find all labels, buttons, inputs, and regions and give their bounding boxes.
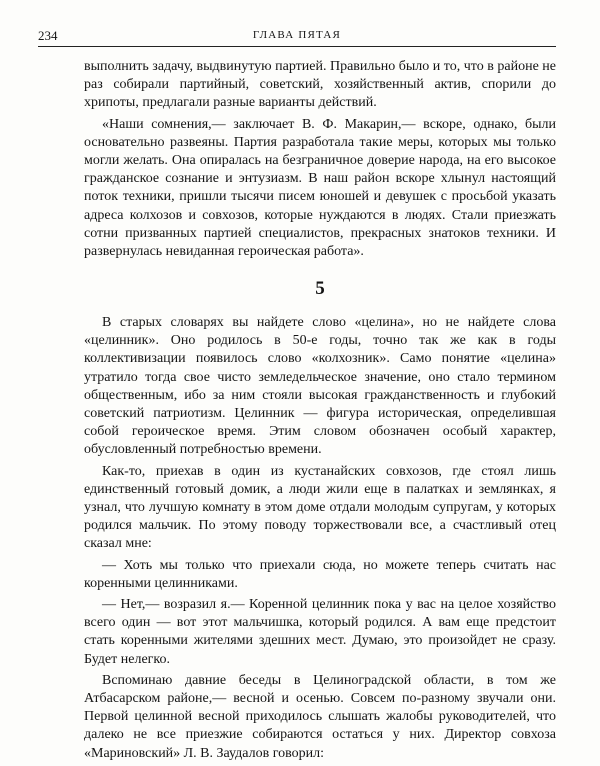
page-number: 234 [38, 28, 58, 43]
paragraph: Как-то, приехав в один из кустанайских совхозов, где стоял лишь единственный готовый домик, а люди жили еще в палатках и землянках, я узнал, что лучшую комнату в этом доме отдали молодым супругам, у которых родился мальчик. По этому поводу торжествовали все, а счастливый отец сказал мне: [84, 463, 556, 552]
chapter-title: ГЛАВА ПЯТАЯ [252, 29, 342, 41]
running-header [38, 28, 556, 47]
paragraph: выполнить задачу, выдвинутую партией. Правильно было и то, что в районе не раз собирали партийный, советский, хозяйственный актив, спорили до хрипоты, предлагали разные варианты действий. [84, 59, 556, 111]
text-block-after-section [84, 314, 556, 766]
paragraph: «Наши сомнения,— заключает В. Ф. Макарин,— вскоре, однако, были основательно развеяны. Партия разработала такие меры, которых мы только могли желать. Она опиралась на безграничное доверие народа, на его высокое гражданское сознание и энтузиазм. В наш район вскоре хлынул настоящий поток техники, пришли тысячи писем юношей и девушек с просьбой указать адреса колхозов и совхозов, которые нуждаются в людях. Стали приезжать сотни призванных партией специалистов, прекрасных знатоков техники. И развернулась невиданная героическая работа». [84, 116, 556, 260]
paragraph: — Нет,— возразил я.— Коренной целинник пока у вас на целое хозяйство всего один — вот этот мальчишка, который родился. А вам еще предстоит стать коренными жителями здешних мест. Думаю, это произойдет не сразу. Будет нелегко. [84, 597, 556, 667]
section-number: 5 [315, 278, 325, 299]
paragraph: Вспоминаю давние беседы в Целиноградской области, в том же Атбасарском районе,— весной и осенью. Совсем по-разному звучали они. Первой целинной весной приходилось слышать жалобы руководителей, что далеко не все приезжие собираются остаться у них. Директор совхоза «Мариновский» Л. В. Заудалов говорил: [84, 672, 556, 761]
paragraph: В старых словарях вы найдете слово «целина», но не найдете слова «целинник». Оно родилось в 50-е годы, точно так же как в годы коллективизации появилось слово «колхозник». Само понятие «целина» утратило тогда свое чисто земледельческое значение, оно стало термином общественным, ибо за ним стояли высокая гражданственность и глубокий советский патриотизм. Целинник — фигура историческая, определившая собой героическое время. Этим словом обозначен особый характер, обусловленный потребностью времени. [84, 315, 556, 458]
text-block-before-section [84, 58, 556, 264]
paragraph: — Хоть мы только что приехали сюда, но можете теперь считать нас коренными целинниками. [84, 557, 556, 591]
